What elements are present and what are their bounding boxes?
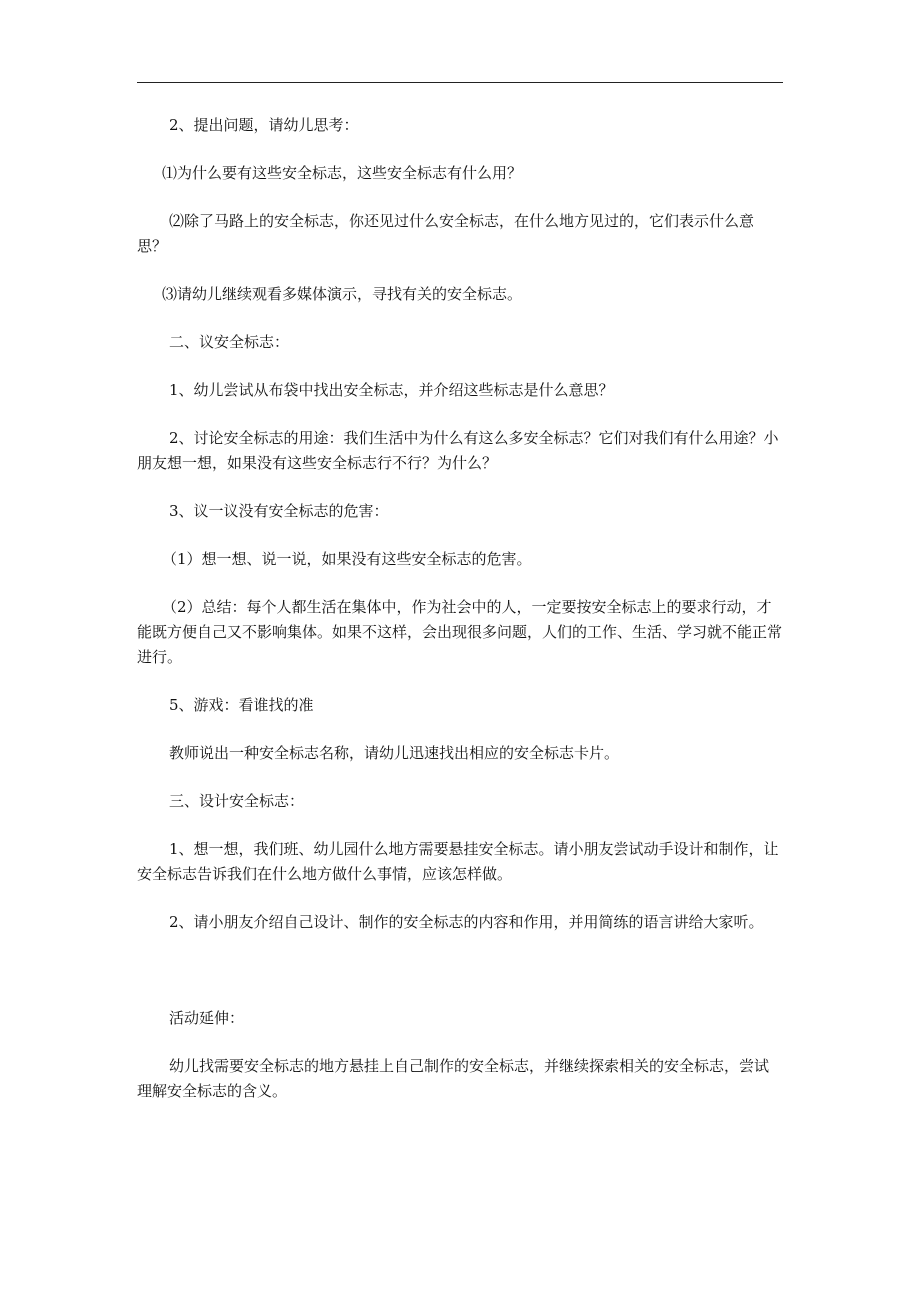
paragraph-discuss-3: 3、议一议没有安全标志的危害： [169, 502, 389, 520]
paragraph-question-2: ⑵除了马路上的安全标志，你还见过什么安全标志，在什么地方见过的，它们表示什么意思？ [137, 212, 755, 255]
paragraph-question-3: ⑶请幼儿继续观看多媒体演示，寻找有关的安全标志。 [162, 285, 523, 303]
document-body [137, 113, 783, 1127]
paragraph-extension: 幼儿找需要安全标志的地方悬挂上自己制作的安全标志，并继续探索相关的安全标志，尝试理解安全标志的含义。 [137, 1057, 770, 1100]
section-spacer [137, 958, 783, 1006]
section-heading-discuss: 二、议安全标志： [169, 333, 290, 351]
paragraph-game-desc: 教师说出一种安全标志名称，请幼儿迅速找出相应的安全标志卡片。 [169, 744, 620, 762]
paragraph-design-1: 1、想一想，我们班、幼儿园什么地方需要悬挂安全标志。请小朋友尝试动手设计和制作，让安全标志告诉我们在什么地方做什么事情，应该怎样做。 [137, 840, 779, 883]
header-rule [137, 82, 783, 83]
paragraph-discuss-2: 2、讨论安全标志的用途：我们生活中为什么有这么多安全标志？它们对我们有什么用途？小朋友想一想，如果没有这些安全标志行不行？为什么？ [137, 429, 779, 472]
section-heading-extension: 活动延伸： [169, 1009, 245, 1027]
paragraph-question-1: ⑴为什么要有这些安全标志，这些安全标志有什么用？ [162, 164, 523, 182]
paragraph-question-prompt: 2、提出问题，请幼儿思考： [169, 116, 359, 134]
section-heading-design: 三、设计安全标志： [169, 792, 305, 810]
paragraph-game: 5、游戏：看谁找的准 [169, 696, 314, 714]
paragraph-discuss-3-1: （1）想一想、说一说，如果没有这些安全标志的危害。 [162, 550, 532, 568]
paragraph-design-2: 2、请小朋友介绍自己设计、制作的安全标志的内容和作用，并用简练的语言讲给大家听。 [169, 913, 764, 931]
paragraph-discuss-1: 1、幼儿尝试从布袋中找出安全标志，并介绍这些标志是什么意思？ [169, 381, 614, 399]
paragraph-discuss-3-2: （2）总结：每个人都生活在集体中，作为社会中的人，一定要按安全标志上的要求行动，才能既方便自己又不影响集体。如果不这样，会出现很多问题，人们的工作、生活、学习就不能正常进行。 [137, 598, 783, 666]
